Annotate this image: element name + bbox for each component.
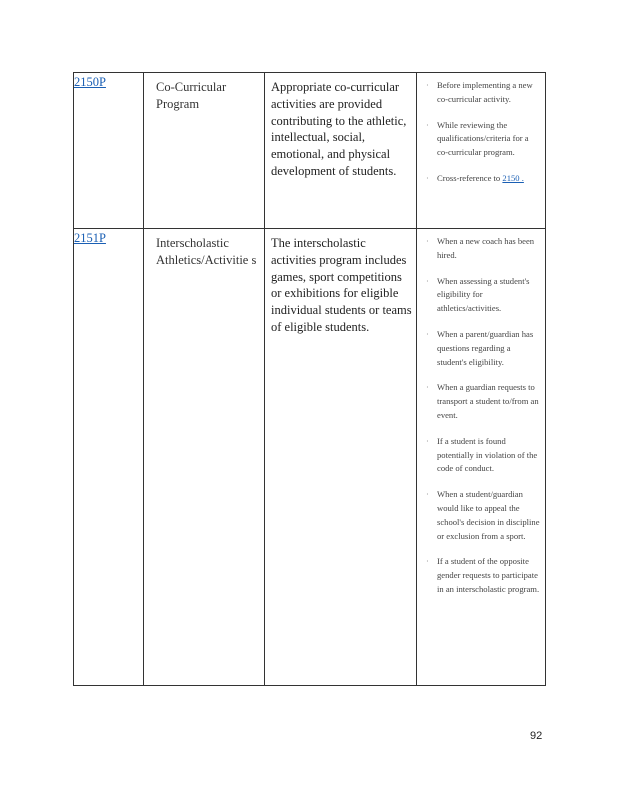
cross-reference-link[interactable]: 2150 .	[502, 172, 524, 183]
description-cell	[265, 73, 417, 229]
bullet-icon: ·	[426, 435, 429, 446]
list-item: · When a student/guardian would like to appeal the school's decision in discipline or exclusion from a sport.	[426, 489, 540, 541]
bullet-icon: ·	[426, 328, 429, 339]
code-cell	[74, 229, 144, 686]
list-item: · Cross-reference to 2150 .	[423, 172, 541, 186]
page-number: 92	[530, 730, 543, 742]
policy-name: Co-Curricular Program	[156, 80, 227, 111]
list-item: · Before implementing a new co-curricular activity.	[426, 80, 533, 104]
bullet-icon: ·	[426, 172, 429, 183]
name-cell	[144, 73, 265, 229]
list-item: · When assessing a student's eligibility for athletics/activities.	[426, 275, 530, 314]
list-item: · When a parent/guardian has questions regarding a student's eligibility.	[426, 328, 534, 367]
policy-code-link[interactable]: 2151P	[74, 231, 106, 245]
code-cell	[74, 73, 144, 229]
bullet-icon: ·	[426, 275, 429, 286]
policy-code-link[interactable]: 2150P	[74, 75, 106, 89]
bullet-icon: ·	[426, 489, 429, 500]
when-list	[417, 73, 545, 194]
policy-name: Interscholastic Athletics/Activitie s	[156, 236, 257, 267]
when-cell	[417, 73, 546, 229]
table-row	[74, 73, 546, 229]
bullet-icon: ·	[426, 556, 429, 567]
name-cell	[144, 229, 265, 686]
bullet-icon: ·	[426, 80, 429, 90]
list-item: · While reviewing the qualifications/criteria for a co-curricular program.	[426, 119, 529, 158]
when-cell	[417, 229, 546, 686]
bullet-icon: ·	[426, 382, 429, 393]
policy-description: Appropriate co-curricular activities are provided contributing to the athletic, intellectual, social, emotional, and physical development of students.	[271, 80, 407, 178]
list-item: · If a student is found potentially in violation of the code of conduct.	[426, 435, 538, 474]
description-cell	[265, 229, 417, 686]
table-row	[74, 229, 546, 686]
bullet-icon: ·	[426, 119, 429, 130]
list-item: · If a student of the opposite gender requests to participate in an interscholastic program.	[426, 556, 540, 594]
policy-table	[73, 72, 546, 686]
when-list	[417, 229, 545, 605]
list-item: · When a guardian requests to transport a student to/from an event.	[426, 382, 539, 420]
list-item: · When a new coach has been hired.	[426, 236, 535, 260]
bullet-icon: ·	[426, 236, 429, 246]
policy-description: The interscholastic activities program includes games, sport competitions or exhibitions for eligible individual students or teams of eligible students.	[271, 236, 412, 334]
